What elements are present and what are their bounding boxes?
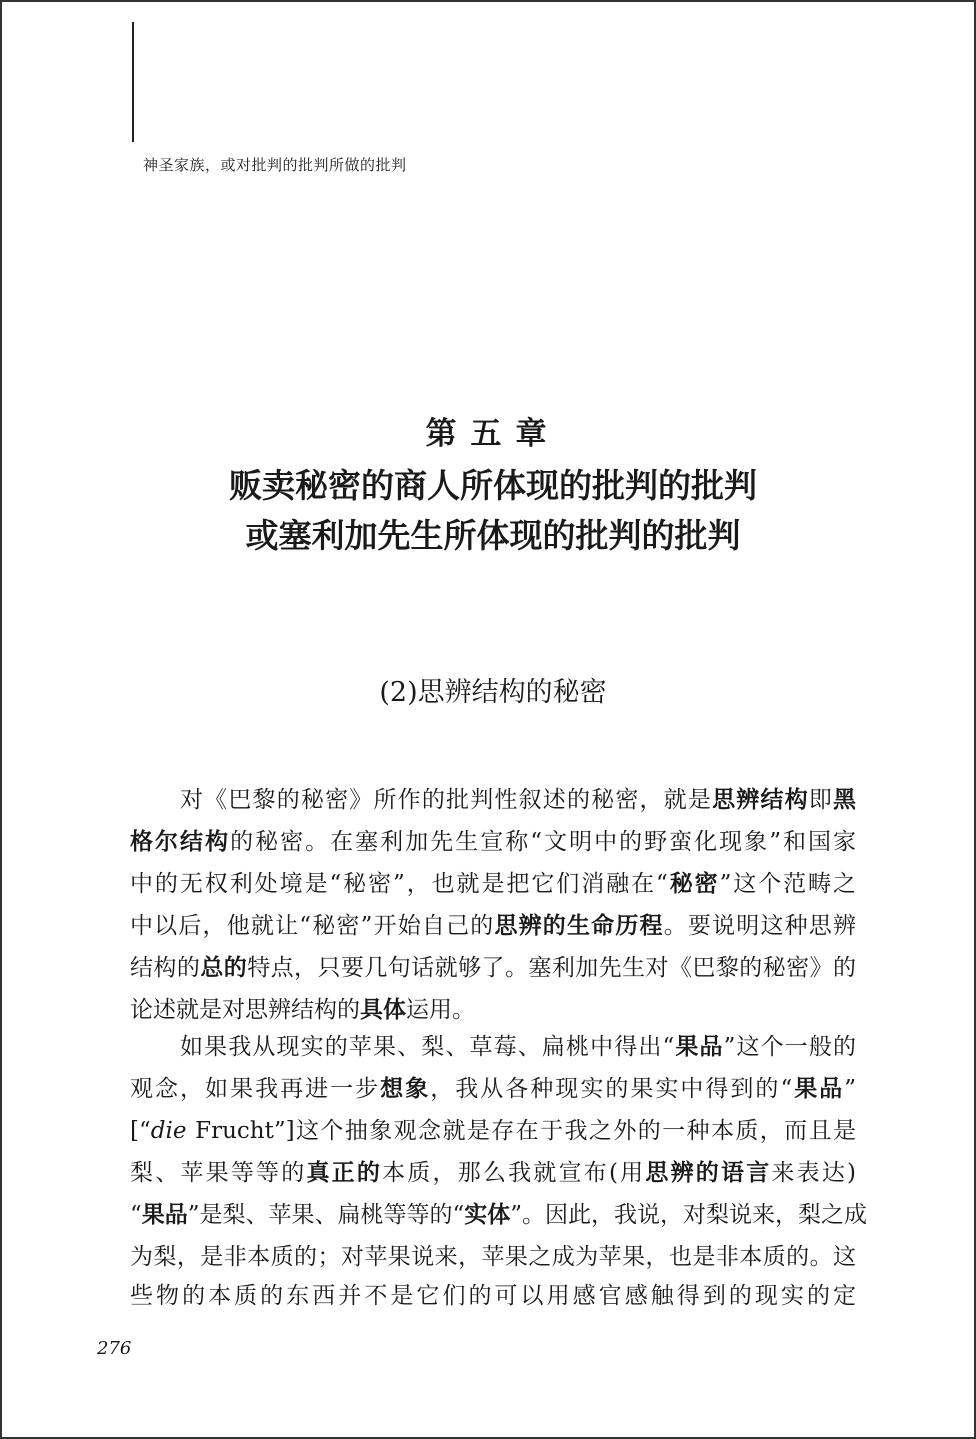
bold-text: 果品 bbox=[792, 1076, 845, 1102]
bold-text: 实体 bbox=[464, 1202, 511, 1228]
text: 中的无权利处境是“秘密”，也就是把它们消融在“ bbox=[130, 871, 668, 897]
text: 特点，只要几句话就够了。塞利加先生对《巴黎的秘密》的 bbox=[247, 955, 857, 981]
text: 运用。 bbox=[406, 997, 475, 1023]
italic-text: die bbox=[150, 1118, 187, 1144]
bold-text: 总的 bbox=[200, 955, 248, 981]
text: 观念，如果我再进一步 bbox=[130, 1076, 381, 1102]
text: 对《巴黎的秘密》所作的批判性叙述的秘密，就是 bbox=[180, 787, 713, 813]
paragraph-2-line bbox=[130, 1157, 856, 1189]
text: ”这个一般的 bbox=[723, 1034, 857, 1060]
bold-text: 真正的 bbox=[306, 1160, 383, 1186]
bold-text: 格尔结构 bbox=[130, 829, 231, 855]
text: 论述就是对思辨结构的 bbox=[130, 997, 360, 1023]
text: 些物的本质的东西并不是它们的可以用感官感触得到的现实的定 bbox=[130, 1283, 856, 1309]
text: ”这个范畴之 bbox=[719, 871, 856, 897]
paragraph-1-line bbox=[130, 910, 856, 942]
text: 梨、苹果等等的 bbox=[130, 1160, 307, 1186]
text: ”。因此，我说，对梨说来，梨之成 bbox=[510, 1202, 868, 1228]
section-heading: (2)思辨结构的秘密 bbox=[379, 677, 607, 708]
text: 的秘密。在塞利加先生宣称“文明中的野蛮化现象”和国家 bbox=[230, 829, 856, 855]
paragraph-1-line bbox=[130, 952, 856, 984]
running-head: 神圣家族，或对批判的批判所做的批判 bbox=[143, 156, 407, 174]
text: 本质，那么我就宣布(用 bbox=[382, 1160, 646, 1186]
paragraph-2-line bbox=[130, 1241, 856, 1273]
text: 来表达) bbox=[771, 1160, 857, 1186]
text: 如果我从现实的苹果、梨、草莓、扁桃中得出“ bbox=[180, 1034, 675, 1060]
text: 即 bbox=[808, 787, 834, 813]
text: ”是梨、苹果、扁桃等等的“ bbox=[187, 1202, 465, 1228]
bold-text: 思辨的生命历程 bbox=[494, 913, 664, 939]
text: Frucht”]这个抽象观念就是存在于我之外的一种本质，而且是 bbox=[186, 1118, 856, 1144]
bold-text: 思辨结构 bbox=[712, 787, 809, 813]
paragraph-1-line bbox=[130, 826, 856, 858]
page-number: 276 bbox=[97, 1338, 132, 1359]
bold-text: 果品 bbox=[141, 1202, 188, 1228]
text: 。要说明这种思辨 bbox=[663, 913, 856, 939]
paragraph-1-line bbox=[130, 868, 856, 900]
paragraph-2-line bbox=[130, 1115, 856, 1147]
text: 中以后，他就让“秘密”开始自己的 bbox=[130, 913, 495, 939]
bold-text: 想象 bbox=[380, 1076, 431, 1102]
bold-text: 秘密 bbox=[667, 871, 720, 897]
paragraph-2-line bbox=[130, 1280, 856, 1312]
chapter-title-line-1: 贩卖秘密的商人所体现的批判的批判 bbox=[229, 466, 757, 505]
bold-text: 思辨的语言 bbox=[645, 1160, 772, 1186]
chapter-number: 第五章 bbox=[425, 416, 561, 452]
bold-text: 果品 bbox=[674, 1034, 724, 1060]
text: 结构的 bbox=[130, 955, 201, 981]
text: 为梨，是非本质的；对苹果说来，苹果之成为苹果，也是非本质的。这 bbox=[130, 1244, 856, 1270]
text: “ bbox=[130, 1202, 142, 1228]
bold-text: 具体 bbox=[360, 997, 406, 1023]
text: ，我从各种现实的果实中得到的“ bbox=[430, 1076, 793, 1102]
margin-rule bbox=[132, 22, 134, 142]
paragraph-2-line bbox=[130, 1031, 856, 1063]
paragraph-1-line bbox=[130, 784, 856, 816]
paragraph-2-line bbox=[130, 1073, 856, 1105]
paragraph-2-line bbox=[130, 1199, 868, 1231]
text: ” bbox=[844, 1076, 857, 1102]
chapter-title-line-2: 或塞利加先生所体现的批判的批判 bbox=[245, 516, 741, 555]
text: [“ bbox=[130, 1118, 151, 1144]
bold-text: 黑 bbox=[833, 787, 857, 813]
paragraph-1-line bbox=[130, 994, 856, 1026]
